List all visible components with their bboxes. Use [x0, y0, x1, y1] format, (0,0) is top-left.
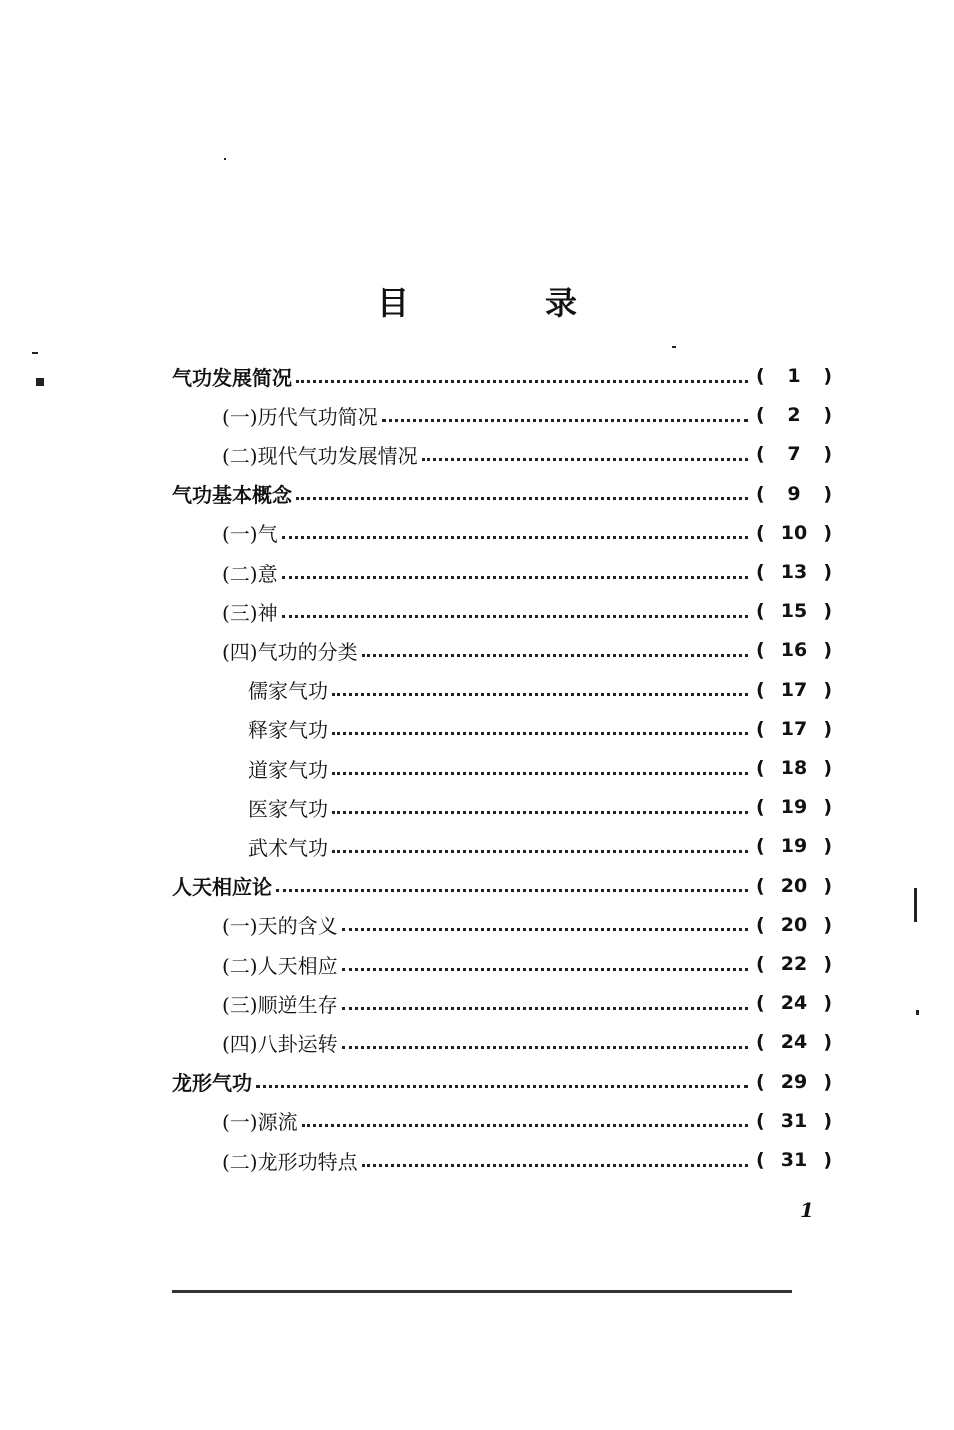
toc-entry: [172, 436, 832, 472]
open-paren: (: [756, 796, 765, 819]
open-paren: (: [756, 1070, 765, 1093]
toc-title: 目 录: [376, 284, 629, 322]
dot-leader: [282, 574, 748, 579]
toc-entry-label: (一)气: [222, 522, 278, 547]
toc-entry-label: (三)神: [222, 600, 278, 625]
page-number: 1: [800, 1198, 814, 1222]
dot-leader: [332, 730, 748, 735]
open-paren: (: [756, 365, 765, 387]
page-ref: 1: [787, 365, 801, 387]
toc-entry: [172, 397, 832, 433]
toc-entry-page: [756, 600, 832, 622]
toc-entry-label: 道家气功: [248, 757, 328, 782]
toc-entry-label: (二)现代气功发展情况: [222, 443, 418, 468]
toc-entry-page: [756, 992, 832, 1014]
open-paren: (: [756, 992, 765, 1015]
toc-entry-page: [756, 953, 832, 975]
dot-leader: [302, 1122, 748, 1127]
page-ref: 24: [780, 1031, 808, 1054]
close-paren: ): [823, 678, 832, 701]
toc-entry-label: 气功基本概念: [172, 483, 292, 508]
toc-entry: [172, 711, 832, 747]
toc-entry: [172, 985, 832, 1021]
page-ref: 15: [780, 600, 808, 623]
open-paren: (: [756, 1149, 765, 1171]
dot-leader: [342, 926, 748, 931]
toc-entry-page: [756, 1031, 832, 1053]
dot-leader: [422, 456, 748, 461]
open-paren: (: [756, 1031, 765, 1054]
page-ref: 20: [780, 913, 808, 936]
toc-entry-page: [756, 835, 832, 857]
bottom-rule: [172, 1290, 792, 1293]
close-paren: ): [823, 796, 832, 819]
toc-entry: [172, 750, 832, 786]
toc-entry-page: [756, 914, 832, 936]
toc-entry-page: [756, 522, 832, 544]
toc-entry: [172, 1103, 832, 1139]
open-paren: (: [756, 913, 765, 936]
toc-entry-label: (二)意: [222, 561, 278, 586]
dot-leader: [256, 1083, 748, 1088]
toc-entry: [172, 868, 832, 904]
open-paren: (: [756, 482, 765, 505]
page-ref: 18: [780, 757, 808, 779]
dot-leader: [362, 652, 748, 657]
close-paren: ): [823, 874, 832, 897]
dot-leader: [362, 1162, 748, 1167]
toc-entry-page: [756, 483, 832, 505]
toc-entry: [172, 515, 832, 551]
dot-leader: [296, 495, 748, 500]
close-paren: ): [823, 717, 832, 740]
toc-entry: [172, 358, 832, 394]
scan-speck: [32, 352, 38, 354]
toc-entry-label: (四)气功的分类: [222, 639, 358, 664]
toc-entry: [172, 632, 832, 668]
page-ref: 9: [787, 482, 801, 505]
toc-entry: [172, 1024, 832, 1060]
scan-speck: [914, 888, 917, 922]
open-paren: (: [756, 678, 765, 701]
toc-entry-page: [756, 561, 832, 583]
dot-leader: [382, 417, 748, 422]
open-paren: (: [756, 953, 765, 975]
dot-leader: [296, 378, 748, 383]
close-paren: ): [823, 953, 832, 975]
toc-entry-page: [756, 365, 832, 387]
page-ref: 20: [780, 874, 808, 897]
scan-speck: [672, 346, 676, 348]
close-paren: ): [823, 835, 832, 858]
page-ref: 16: [780, 639, 808, 662]
page-ref: 2: [787, 404, 801, 427]
open-paren: (: [756, 443, 765, 466]
dot-leader: [276, 887, 748, 892]
toc-entry: [172, 476, 832, 512]
toc-entry-label: (一)历代气功简况: [222, 404, 378, 429]
toc-entry-label: 医家气功: [248, 796, 328, 821]
toc-entry-page: [756, 875, 832, 897]
toc-entry: [172, 946, 832, 982]
page-ref: 19: [780, 835, 808, 858]
toc-entry-page: [756, 718, 832, 740]
toc-entry-page: [756, 679, 832, 701]
open-paren: (: [756, 874, 765, 897]
toc-entry-label: (四)八卦运转: [222, 1031, 338, 1056]
close-paren: ): [823, 913, 832, 936]
close-paren: ): [823, 1070, 832, 1093]
dot-leader: [282, 613, 748, 618]
page-ref: 22: [780, 953, 808, 975]
page-ref: 13: [780, 561, 808, 583]
close-paren: ): [823, 443, 832, 466]
close-paren: ): [823, 639, 832, 662]
close-paren: ): [823, 404, 832, 427]
close-paren: ): [823, 561, 832, 583]
page-ref: 17: [780, 717, 808, 740]
page-ref: 10: [780, 521, 808, 544]
close-paren: ): [823, 1109, 832, 1132]
toc-entry: [172, 672, 832, 708]
toc-entry-page: [756, 757, 832, 779]
scan-speck: [916, 1010, 919, 1015]
open-paren: (: [756, 600, 765, 623]
toc-entry-page: [756, 1071, 832, 1093]
close-paren: ): [823, 1031, 832, 1054]
dot-leader: [332, 848, 748, 853]
toc-entry-label: 龙形气功: [172, 1071, 252, 1096]
toc-entry-label: (二)龙形功特点: [222, 1149, 358, 1174]
page-ref: 31: [780, 1109, 808, 1132]
dot-leader: [332, 691, 748, 696]
page-ref: 17: [780, 678, 808, 701]
toc-entry-page: [756, 443, 832, 465]
dot-leader: [342, 966, 748, 971]
dot-leader: [342, 1005, 748, 1010]
toc-entry-label: 儒家气功: [248, 679, 328, 704]
open-paren: (: [756, 835, 765, 858]
open-paren: (: [756, 757, 765, 779]
toc-entry-label: 人天相应论: [172, 875, 272, 900]
toc-entry-label: (二)人天相应: [222, 953, 338, 978]
close-paren: ): [823, 365, 832, 387]
toc-entry-label: (三)顺逆生存: [222, 992, 338, 1017]
close-paren: ): [823, 521, 832, 544]
open-paren: (: [756, 521, 765, 544]
toc-entry: [172, 593, 832, 629]
toc-entry-label: 武术气功: [248, 835, 328, 860]
toc-entry-label: (一)源流: [222, 1110, 298, 1135]
dot-leader: [342, 1044, 748, 1049]
page-ref: 29: [780, 1070, 808, 1093]
toc-entry-page: [756, 1110, 832, 1132]
toc-entry: [172, 1064, 832, 1100]
open-paren: (: [756, 1109, 765, 1132]
scan-speck: [36, 378, 44, 386]
close-paren: ): [823, 600, 832, 623]
toc-entry-page: [756, 639, 832, 661]
toc-entry: [172, 554, 832, 590]
open-paren: (: [756, 404, 765, 427]
scan-speck: [224, 158, 226, 160]
dot-leader: [332, 770, 748, 775]
toc-entry-label: (一)天的含义: [222, 914, 338, 939]
close-paren: ): [823, 482, 832, 505]
toc-entry-page: [756, 404, 832, 426]
dot-leader: [282, 534, 748, 539]
close-paren: ): [823, 757, 832, 779]
toc-entry: [172, 789, 832, 825]
toc-entry: [172, 907, 832, 943]
page-ref: 24: [780, 992, 808, 1015]
page-ref: 19: [780, 796, 808, 819]
toc-entry-label: 气功发展简况: [172, 365, 292, 390]
open-paren: (: [756, 639, 765, 662]
page-ref: 31: [780, 1149, 808, 1171]
open-paren: (: [756, 561, 765, 583]
dot-leader: [332, 809, 748, 814]
page-ref: 7: [787, 443, 801, 466]
toc-entry: [172, 828, 832, 864]
toc-entry-label: 释家气功: [248, 718, 328, 743]
toc-entry: [172, 1142, 832, 1178]
toc-entry-page: [756, 796, 832, 818]
toc-entry-page: [756, 1149, 832, 1171]
close-paren: ): [823, 992, 832, 1015]
close-paren: ): [823, 1149, 832, 1171]
open-paren: (: [756, 717, 765, 740]
